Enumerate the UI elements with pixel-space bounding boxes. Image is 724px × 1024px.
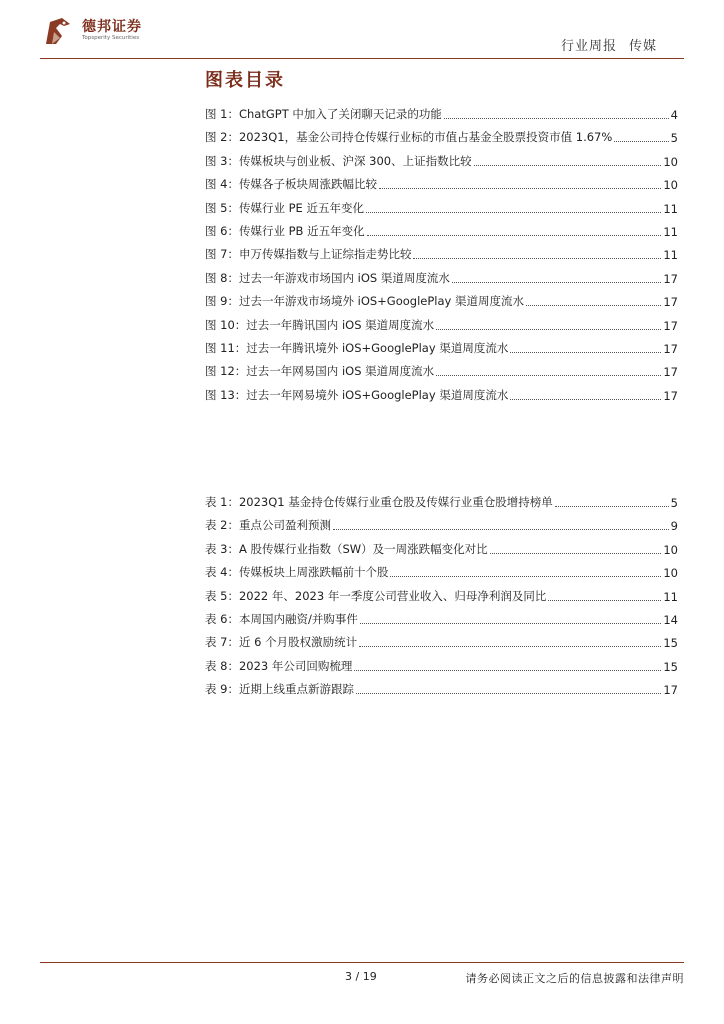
page-header — [0, 0, 724, 62]
header-divider — [40, 58, 684, 59]
dot-leader — [444, 117, 669, 119]
table-entry[interactable] — [205, 632, 678, 650]
dot-leader — [452, 281, 662, 283]
figure-entry-page: 17 — [663, 295, 678, 310]
figure-entry[interactable] — [205, 174, 678, 192]
table-entry-page: 10 — [663, 566, 678, 581]
figure-entry[interactable] — [205, 338, 678, 356]
table-entry-page: 14 — [663, 613, 678, 627]
figure-entry[interactable] — [205, 268, 678, 286]
figure-entry[interactable] — [205, 151, 678, 169]
figure-entry-label: 图 11：过去一年腾讯境外 iOS+GooglePlay 渠道周度流水 — [205, 341, 509, 355]
table-entry-label: 表 3：A 股传媒行业指数（SW）及一周涨跌幅变化对比 — [205, 541, 488, 556]
figure-entry-page: 10 — [663, 154, 678, 169]
brand-name-en: Topsperity Securities — [82, 35, 140, 41]
table-entry[interactable] — [205, 586, 678, 604]
figure-entry[interactable] — [205, 127, 678, 145]
report-type: 行业周报 — [560, 39, 617, 54]
dot-leader — [379, 187, 661, 189]
figure-entry[interactable] — [205, 198, 678, 216]
figure-entry-page: 4 — [670, 108, 678, 122]
dot-leader — [436, 328, 661, 330]
figure-entry-label: 图 5：传媒行业 PE 近五年变化 — [205, 200, 364, 215]
table-entry-label: 表 5：2022 年、2023 年一季度公司营业收入、归母净利润及同比 — [205, 588, 547, 603]
figure-entry[interactable] — [205, 291, 678, 309]
table-entry[interactable] — [205, 539, 678, 557]
dot-leader — [359, 645, 661, 647]
figure-entry-label: 图 1：ChatGPT 中加入了关闭聊天记录的功能 — [205, 107, 442, 121]
figure-entry[interactable] — [205, 315, 678, 333]
table-entry-label: 表 1：2023Q1 基金持仓传媒行业重仓股及传媒行业重仓股增持榜单 — [205, 495, 553, 509]
table-entry-label: 表 9：近期上线重点新游跟踪 — [205, 682, 354, 697]
brand-name-cn: 德邦证券 — [82, 19, 142, 35]
figure-entry-page: 17 — [663, 318, 678, 333]
figure-entry[interactable] — [205, 385, 678, 403]
table-entry-page: 15 — [663, 659, 678, 674]
dot-leader — [555, 505, 669, 507]
table-entry[interactable] — [205, 609, 678, 627]
dot-leader — [333, 528, 669, 530]
figure-entry-label: 图 10：过去一年腾讯国内 iOS 渠道周度流水 — [205, 317, 435, 332]
figure-entry-label: 图 2：2023Q1，基金公司持仓传媒行业标的市值占基金全股票投资市值 1.67% — [205, 130, 613, 145]
industry-name: 传媒 — [628, 39, 657, 54]
dot-leader — [360, 622, 662, 624]
table-entry[interactable] — [205, 679, 678, 697]
table-entry[interactable] — [205, 656, 678, 674]
dot-leader — [413, 257, 661, 259]
figure-entry-label: 图 9：过去一年游戏市场境外 iOS+GooglePlay 渠道周度流水 — [205, 294, 524, 309]
table-entry-label: 表 2：重点公司盈利预测 — [205, 518, 331, 533]
figure-entry[interactable] — [205, 361, 678, 379]
table-entry-page: 15 — [663, 636, 678, 651]
table-entry-page: 10 — [663, 542, 678, 557]
figure-entry-label: 图 12：过去一年网易国内 iOS 渠道周度流水 — [205, 364, 435, 379]
figure-entry-page: 17 — [663, 271, 678, 286]
logo-mark-icon — [40, 14, 80, 48]
figure-entry[interactable] — [205, 104, 678, 122]
dot-leader — [526, 304, 661, 306]
table-entry-page: 5 — [670, 496, 678, 510]
company-logo — [40, 14, 180, 48]
figure-entry-label: 图 13：过去一年网易境外 iOS+GooglePlay 渠道周度流水 — [205, 387, 509, 402]
figure-entry-label: 图 4：传媒各子板块周涨跌幅比较 — [205, 177, 377, 192]
dot-leader — [490, 552, 662, 554]
page-title: 图表目录 — [205, 70, 285, 91]
figure-entry-page: 11 — [663, 225, 678, 239]
page-number: 3 / 19 — [345, 970, 377, 983]
table-entry-page: 17 — [663, 683, 678, 698]
table-entry-page: 9 — [670, 519, 678, 534]
figure-entry-page: 17 — [663, 365, 678, 380]
figure-entry-page: 11 — [663, 201, 678, 216]
dot-leader — [356, 692, 661, 694]
disclaimer-note: 请务必阅读正文之后的信息披露和法律声明 — [465, 972, 684, 985]
dot-leader — [436, 374, 661, 376]
figure-entry-label: 图 8：过去一年游戏市场国内 iOS 渠道周度流水 — [205, 270, 450, 285]
dot-leader — [367, 234, 662, 236]
figure-entry-label: 图 3：传媒板块与创业板、沪深 300、上证指数比较 — [205, 153, 472, 168]
figure-entry-page: 10 — [663, 178, 678, 193]
dot-leader — [474, 164, 662, 166]
table-entry-page: 11 — [663, 589, 678, 604]
report-category — [561, 35, 657, 54]
table-entry[interactable] — [205, 515, 678, 533]
figure-entry-page: 17 — [663, 342, 678, 356]
table-entry[interactable] — [205, 562, 678, 580]
dot-leader — [510, 398, 661, 400]
footer-divider — [40, 962, 684, 963]
dot-leader — [366, 211, 661, 213]
figure-entry[interactable] — [205, 244, 678, 262]
table-entry-label: 表 7：近 6 个月股权激励统计 — [205, 635, 358, 650]
dot-leader — [614, 140, 668, 142]
figure-entry-page: 11 — [663, 248, 678, 263]
dot-leader — [548, 599, 661, 601]
figure-entry-page: 5 — [670, 131, 678, 146]
dot-leader — [390, 575, 661, 577]
figure-entry-page: 17 — [663, 388, 678, 403]
figure-entry-label: 图 6：传媒行业 PB 近五年变化 — [205, 224, 365, 238]
dot-leader — [510, 351, 661, 353]
figure-entry-label: 图 7：申万传媒指数与上证综指走势比较 — [205, 247, 412, 262]
table-entry[interactable] — [205, 492, 678, 510]
dot-leader — [354, 669, 661, 671]
table-entry-label: 表 8：2023 年公司回购梳理 — [205, 658, 353, 673]
figure-entry[interactable] — [205, 221, 678, 239]
table-entry-label: 表 6：本周国内融资/并购事件 — [205, 612, 358, 626]
table-entry-label: 表 4：传媒板块上周涨跌幅前十个股 — [205, 565, 389, 580]
